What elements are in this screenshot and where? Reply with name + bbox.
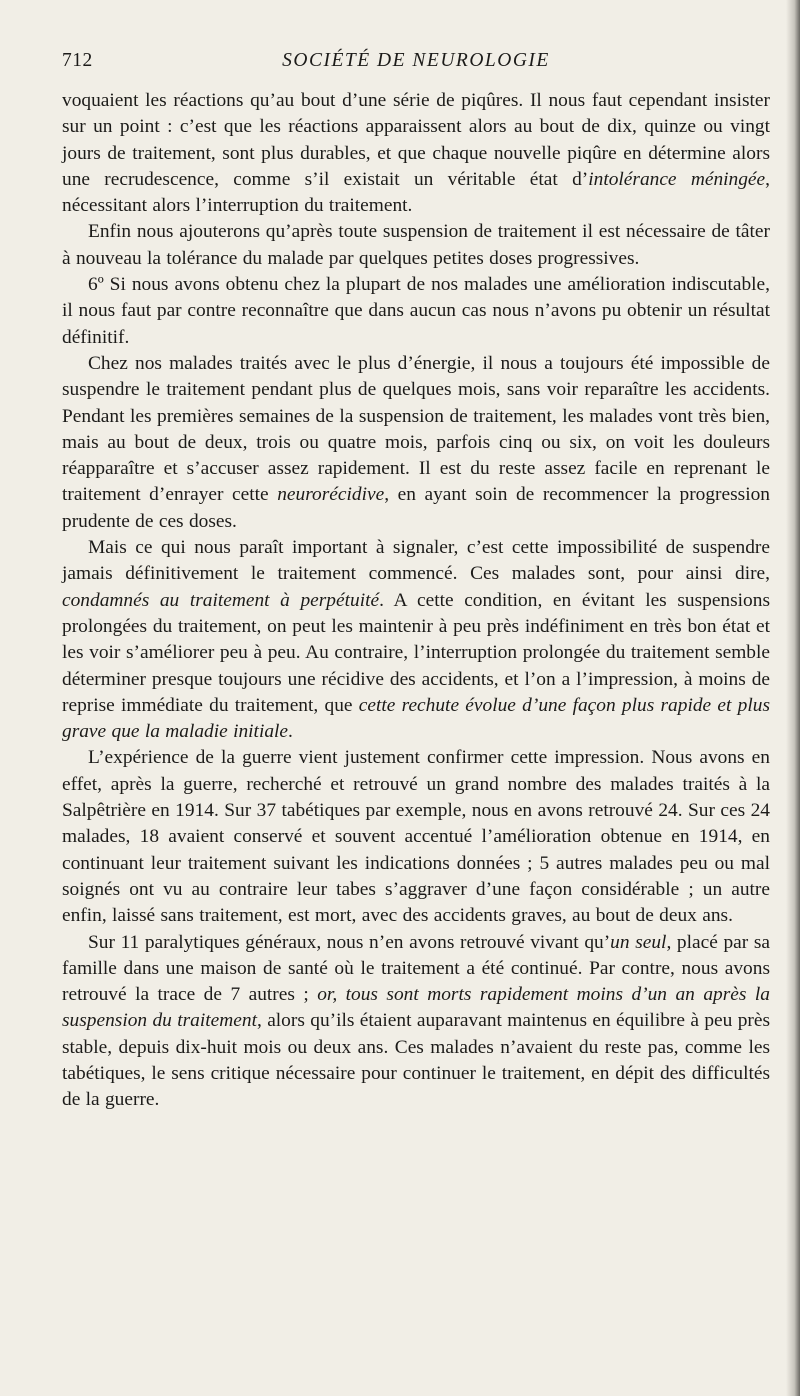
page-edge-shadow xyxy=(786,0,800,1396)
running-head xyxy=(62,50,770,78)
text-run: . A cette condition, en évitant les suspensions prolongées du traitement, on peut les maintenir à peu près indéfiniment en très bon état et les voir s’améliorer peu à peu. Au contraire, l’interruption prolongée du traitement semble déterminer presque toujours une récidive des accidents, et l’on a l’impression, à moins de reprise immédiate du traitement, que xyxy=(62,589,770,716)
paragraph-1 xyxy=(62,88,770,219)
italic-run: cette rechute évolue d’une façon plus rapide et plus grave que la maladie initiale xyxy=(62,694,770,743)
text-run: . xyxy=(288,721,293,743)
text-run: Enfin nous ajouterons qu’après toute suspension de traitement il est nécessaire de tâter à nouveau la tolérance du malade par quelques petites doses progressives. xyxy=(62,221,770,269)
paragraph-6 xyxy=(62,745,770,929)
italic-run: intolérance méningée xyxy=(588,168,766,190)
text-run: L’expérience de la guerre vient justement confirmer cette impression. Nous avons en effet, après la guerre, recherché et retrouvé un grand nombre des malades traités à la Salpêtrière en 1914. Sur 37 tabétiques par exemple, nous en avons retrouvé 24. Sur ces 24 malades, 18 avaient conservé et souvent accentué l’amélioration obtenue en 1914, en continuant leur traitement suivant les indications données ; 5 autres malades peu ou mal soignés ont vu au contraire leur tabes s’aggraver d’une façon considérable ; un autre enfin, laissé sans traitement, est mort, avec des accidents graves, au bout de deux ans. xyxy=(62,747,770,927)
paragraph-3 xyxy=(62,272,770,351)
italic-run: or, tous sont morts rapidement moins d’un an après la suspension du traitement xyxy=(62,984,770,1032)
text-run: Chez nos malades traités avec le plus d’énergie, il nous a toujours été impossible de suspendre le traitement pendant plus de quelques mois, sans voir reparaître les accidents. Pendant les premières semaines de la suspension de traitement, les malades vont très bien, mais au bout de deux, trois ou quatre mois, parfois cinq ou six, on voit les douleurs réapparaître et s’accuser assez rapidement. Il est du reste assez facile en reprenant le traitement d’enrayer cette xyxy=(62,352,770,506)
text-run: , nécessitant alors l’interruption du traitement. xyxy=(62,168,770,217)
paragraph-2 xyxy=(62,219,770,272)
text-run: Mais ce qui nous paraît important à signaler, c’est cette impossibilité de suspendre jamais définitivement le traitement commencé. Ces malades sont, pour ainsi dire, xyxy=(62,537,770,585)
text-run: , placé par sa famille dans une maison de santé où le traitement a été continué. Par contre, nous avons retrouvé la trace de 7 autres ; xyxy=(62,931,770,1006)
paragraph-4 xyxy=(62,351,770,535)
text-run: voquaient les réactions qu’au bout d’une série de piqûres. Il nous faut cependant insister sur un point : c’est que les réactions apparaissent alors au bout de dix, quinze ou vingt jours de traitement, sont plus durables, et que chaque nouvelle piqûre en détermine alors une recrudescence, comme s’il existait un véritable état d’ xyxy=(62,90,770,190)
italic-run: un seul xyxy=(610,931,667,953)
text-run: , alors qu’ils étaient auparavant maintenus en équilibre à peu près stable, depuis dix-huit mois ou deux ans. Ces malades n’avaient du reste pas, comme les tabétiques, le sens critique nécessaire pour continuer le traitement, en dépit des difficultés de la guerre. xyxy=(62,1010,771,1111)
italic-run: condamnés au traitement à perpétuité xyxy=(62,589,380,611)
paragraph-7 xyxy=(62,930,770,1114)
body-text xyxy=(62,88,770,1114)
italic-run: neurorécidive xyxy=(277,484,385,506)
paragraph-5 xyxy=(62,535,770,745)
journal-title: SOCIÉTÉ DE NEUROLOGIE xyxy=(282,50,550,71)
text-run: Sur 11 paralytiques généraux, nous n’en avons retrouvé vivant qu’ xyxy=(88,931,611,953)
text-run: , en ayant soin de recommencer la progression prudente de ces doses. xyxy=(62,484,770,532)
text-run: 6º Si nous avons obtenu chez la plupart de nos malades une amélioration indiscutable, il nous faut par contre reconnaître que dans aucun cas nous n’avons pu obtenir un résultat définitif. xyxy=(62,274,770,348)
page-number: 712 xyxy=(62,50,93,71)
